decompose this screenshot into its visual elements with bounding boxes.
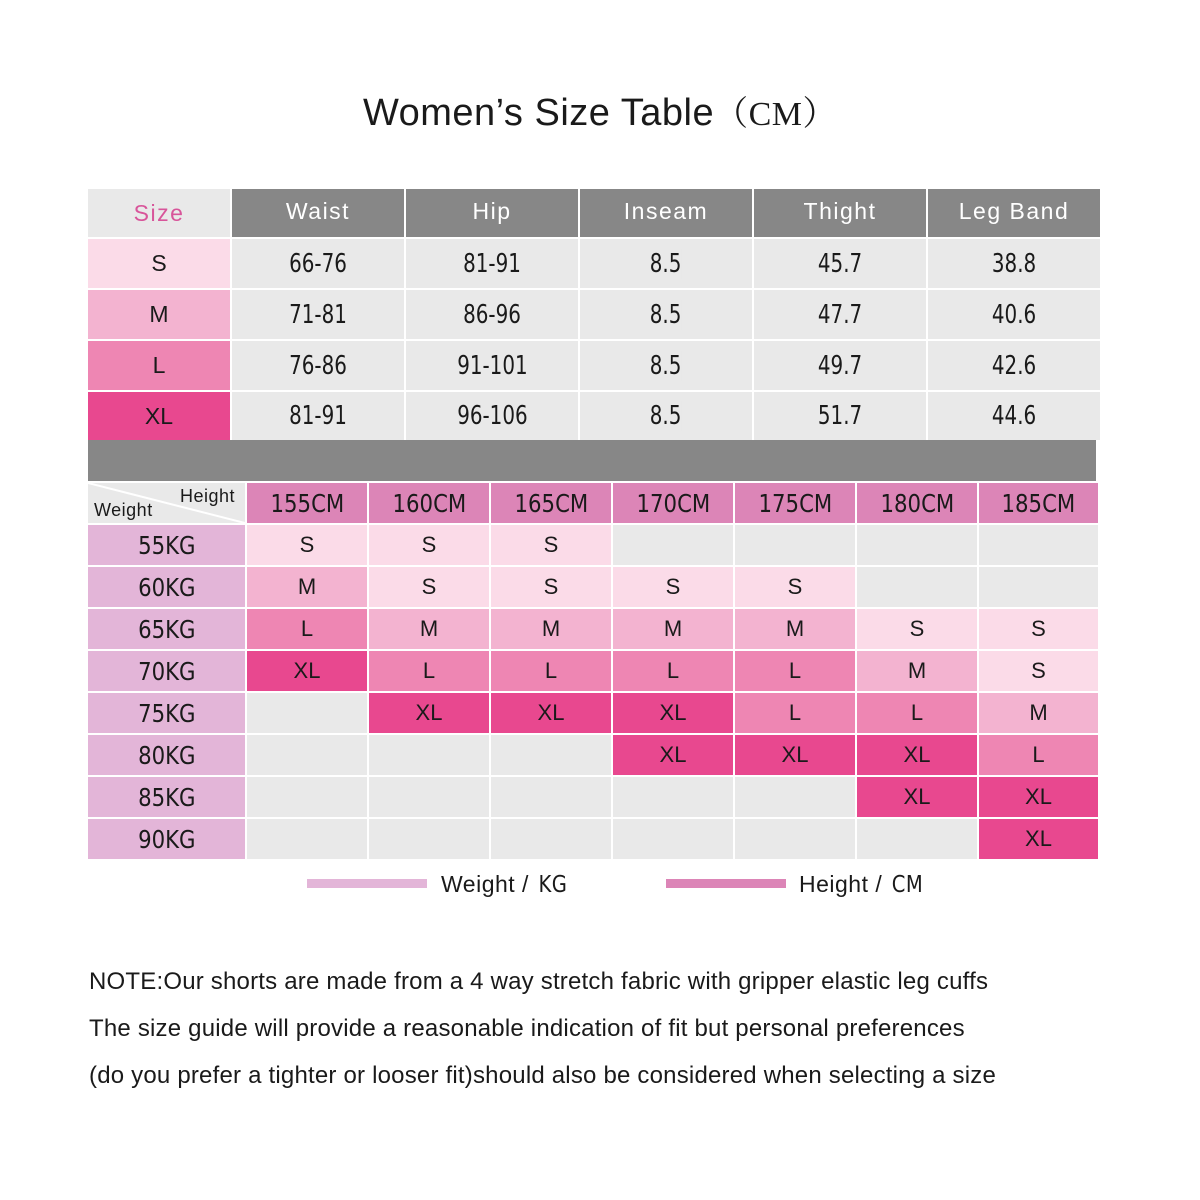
leg-band-header: Leg Band (928, 189, 1100, 237)
table-cell (406, 341, 578, 390)
weight-row-header (88, 735, 245, 775)
note-line-1: NOTE:Our shorts are made from a 4 way stretch fabric with gripper elastic leg cuffs (89, 968, 989, 995)
empty-cell (857, 567, 977, 607)
size-recommendation-cell: L (735, 693, 855, 733)
weight-row-header (88, 609, 245, 649)
height-column-header (491, 483, 611, 523)
size-recommendation-cell: L (369, 651, 489, 691)
inseam-header: Inseam (580, 189, 752, 237)
weight-legend-label (441, 871, 570, 898)
empty-cell (369, 777, 489, 817)
size-recommendation-cell: XL (979, 819, 1098, 859)
empty-cell (369, 819, 489, 859)
empty-cell (491, 735, 611, 775)
table-cell (406, 239, 578, 288)
waist-value: 81-91 (289, 401, 347, 431)
weight-legend-unit: KG (538, 872, 568, 898)
empty-cell (491, 777, 611, 817)
table-cell (232, 392, 404, 440)
size-recommendation-cell: S (735, 567, 855, 607)
empty-cell (247, 777, 367, 817)
size-recommendation-cell: M (613, 609, 733, 649)
note-line-2: The size guide will provide a reasonable indication of fit but personal preferences (89, 1015, 965, 1042)
table-cell (406, 290, 578, 339)
table-cell (232, 341, 404, 390)
weight-row-header (88, 819, 245, 859)
table-cell (754, 341, 926, 390)
legend (0, 868, 1200, 908)
height-value: 185CM (1001, 488, 1076, 518)
size-recommendation-cell: S (857, 609, 977, 649)
waist-header: Waist (232, 189, 404, 237)
size-recommendation-cell: XL (613, 735, 733, 775)
size-recommendation-cell: L (979, 735, 1098, 775)
weight-legend-text: Weight / (441, 871, 529, 897)
height-column-header (979, 483, 1098, 523)
empty-cell (613, 525, 733, 565)
size-recommendation-cell: M (491, 609, 611, 649)
waist-value: 71-81 (289, 299, 347, 330)
weight-value: 90KG (137, 824, 196, 854)
height-column-header (857, 483, 977, 523)
table-cell (580, 341, 752, 390)
size-recommendation-cell: L (735, 651, 855, 691)
empty-cell (857, 525, 977, 565)
height-legend-swatch (666, 879, 786, 888)
size-recommendation-cell: S (613, 567, 733, 607)
leg-band-value: 44.6 (991, 401, 1037, 431)
height-weight-table (88, 483, 1096, 859)
height-column-header (613, 483, 733, 523)
size-recommendation-cell: M (857, 651, 977, 691)
height-axis-label: Height (179, 486, 235, 506)
size-recommendation-cell: XL (979, 777, 1098, 817)
table-cell (580, 290, 752, 339)
hip-value: 86-96 (463, 299, 521, 330)
leg-band-value: 38.8 (991, 248, 1037, 279)
table-cell (754, 239, 926, 288)
empty-cell (735, 777, 855, 817)
table-cell (232, 290, 404, 339)
height-value: 155CM (270, 488, 344, 518)
empty-cell (613, 819, 733, 859)
table-cell (928, 341, 1100, 390)
size-recommendation-cell: S (491, 525, 611, 565)
height-value: 165CM (514, 488, 588, 518)
height-column-header (247, 483, 367, 523)
size-recommendation-cell: L (613, 651, 733, 691)
weight-value: 70KG (137, 656, 196, 686)
table-cell (406, 392, 578, 440)
empty-cell (613, 777, 733, 817)
size-recommendation-cell: L (857, 693, 977, 733)
corner-header (88, 483, 245, 523)
height-legend-text: Height / (799, 871, 883, 897)
leg-band-value: 40.6 (991, 299, 1037, 330)
thight-value: 45.7 (817, 248, 863, 279)
weight-row-header (88, 693, 245, 733)
table-cell (928, 392, 1100, 440)
hip-value: 91-101 (456, 350, 528, 381)
size-recommendation-cell: L (247, 609, 367, 649)
title-text: Women’s Size Table (362, 92, 715, 134)
size-recommendation-cell: M (735, 609, 855, 649)
table-cell (232, 239, 404, 288)
table-cell (928, 239, 1100, 288)
thight-header: Thight (754, 189, 926, 237)
size-recommendation-cell: XL (369, 693, 489, 733)
size-recommendation-cell: XL (735, 735, 855, 775)
height-column-header (369, 483, 489, 523)
thight-value: 47.7 (817, 299, 863, 330)
empty-cell (979, 567, 1098, 607)
weight-value: 65KG (137, 614, 196, 644)
empty-cell (979, 525, 1098, 565)
hip-value: 81-91 (463, 248, 521, 279)
leg-band-value: 42.6 (991, 350, 1037, 381)
size-label-s: S (88, 239, 230, 288)
empty-cell (491, 819, 611, 859)
thight-value: 49.7 (817, 350, 863, 381)
table-divider-bar (88, 440, 1096, 481)
size-recommendation-cell: XL (247, 651, 367, 691)
size-recommendation-cell: XL (491, 693, 611, 733)
empty-cell (735, 819, 855, 859)
waist-value: 66-76 (289, 248, 347, 279)
size-recommendation-cell: S (491, 567, 611, 607)
empty-cell (857, 819, 977, 859)
size-recommendation-cell: XL (613, 693, 733, 733)
size-recommendation-cell: S (247, 525, 367, 565)
weight-value: 80KG (137, 740, 196, 770)
table-cell (754, 392, 926, 440)
height-legend-unit: CM (891, 872, 924, 898)
empty-cell (247, 693, 367, 733)
size-recommendation-cell: L (491, 651, 611, 691)
table-cell (580, 392, 752, 440)
inseam-value: 8.5 (650, 299, 682, 330)
size-recommendation-cell: S (979, 651, 1098, 691)
empty-cell (735, 525, 855, 565)
empty-cell (247, 735, 367, 775)
size-recommendation-cell: M (369, 609, 489, 649)
weight-row-header (88, 777, 245, 817)
size-column-header: Size (88, 189, 230, 237)
size-recommendation-cell: XL (857, 735, 977, 775)
weight-row-header (88, 651, 245, 691)
size-recommendation-cell: XL (857, 777, 977, 817)
measurement-table (88, 189, 1096, 440)
height-value: 180CM (880, 488, 954, 518)
size-recommendation-cell: S (369, 567, 489, 607)
waist-value: 76-86 (289, 350, 347, 381)
page-title (0, 86, 1200, 135)
size-label-xl: XL (88, 392, 230, 440)
hip-value: 96-106 (456, 401, 528, 431)
weight-legend-swatch (307, 879, 427, 888)
note-line-3: (do you prefer a tighter or looser fit)should also be considered when selecting a size (89, 1062, 997, 1089)
inseam-value: 8.5 (650, 248, 682, 279)
weight-value: 60KG (137, 572, 196, 602)
table-cell (754, 290, 926, 339)
weight-axis-label: Weight (94, 500, 153, 520)
height-value: 170CM (636, 488, 710, 518)
size-recommendation-cell: M (247, 567, 367, 607)
thight-value: 51.7 (817, 401, 863, 431)
weight-value: 85KG (137, 782, 196, 812)
height-value: 175CM (758, 488, 832, 518)
inseam-value: 8.5 (650, 401, 682, 431)
weight-value: 55KG (137, 530, 196, 560)
size-label-l: L (88, 341, 230, 390)
table-cell (580, 239, 752, 288)
size-recommendation-cell: M (979, 693, 1098, 733)
size-recommendation-cell: S (369, 525, 489, 565)
empty-cell (369, 735, 489, 775)
title-unit: （CM） (714, 96, 838, 133)
height-column-header (735, 483, 855, 523)
height-legend-label (799, 871, 926, 898)
empty-cell (247, 819, 367, 859)
size-label-m: M (88, 290, 230, 339)
inseam-value: 8.5 (650, 350, 682, 381)
table-cell (928, 290, 1100, 339)
weight-row-header (88, 525, 245, 565)
hip-header: Hip (406, 189, 578, 237)
weight-value: 75KG (137, 698, 196, 728)
size-recommendation-cell: S (979, 609, 1098, 649)
height-value: 160CM (392, 488, 466, 518)
weight-row-header (88, 567, 245, 607)
